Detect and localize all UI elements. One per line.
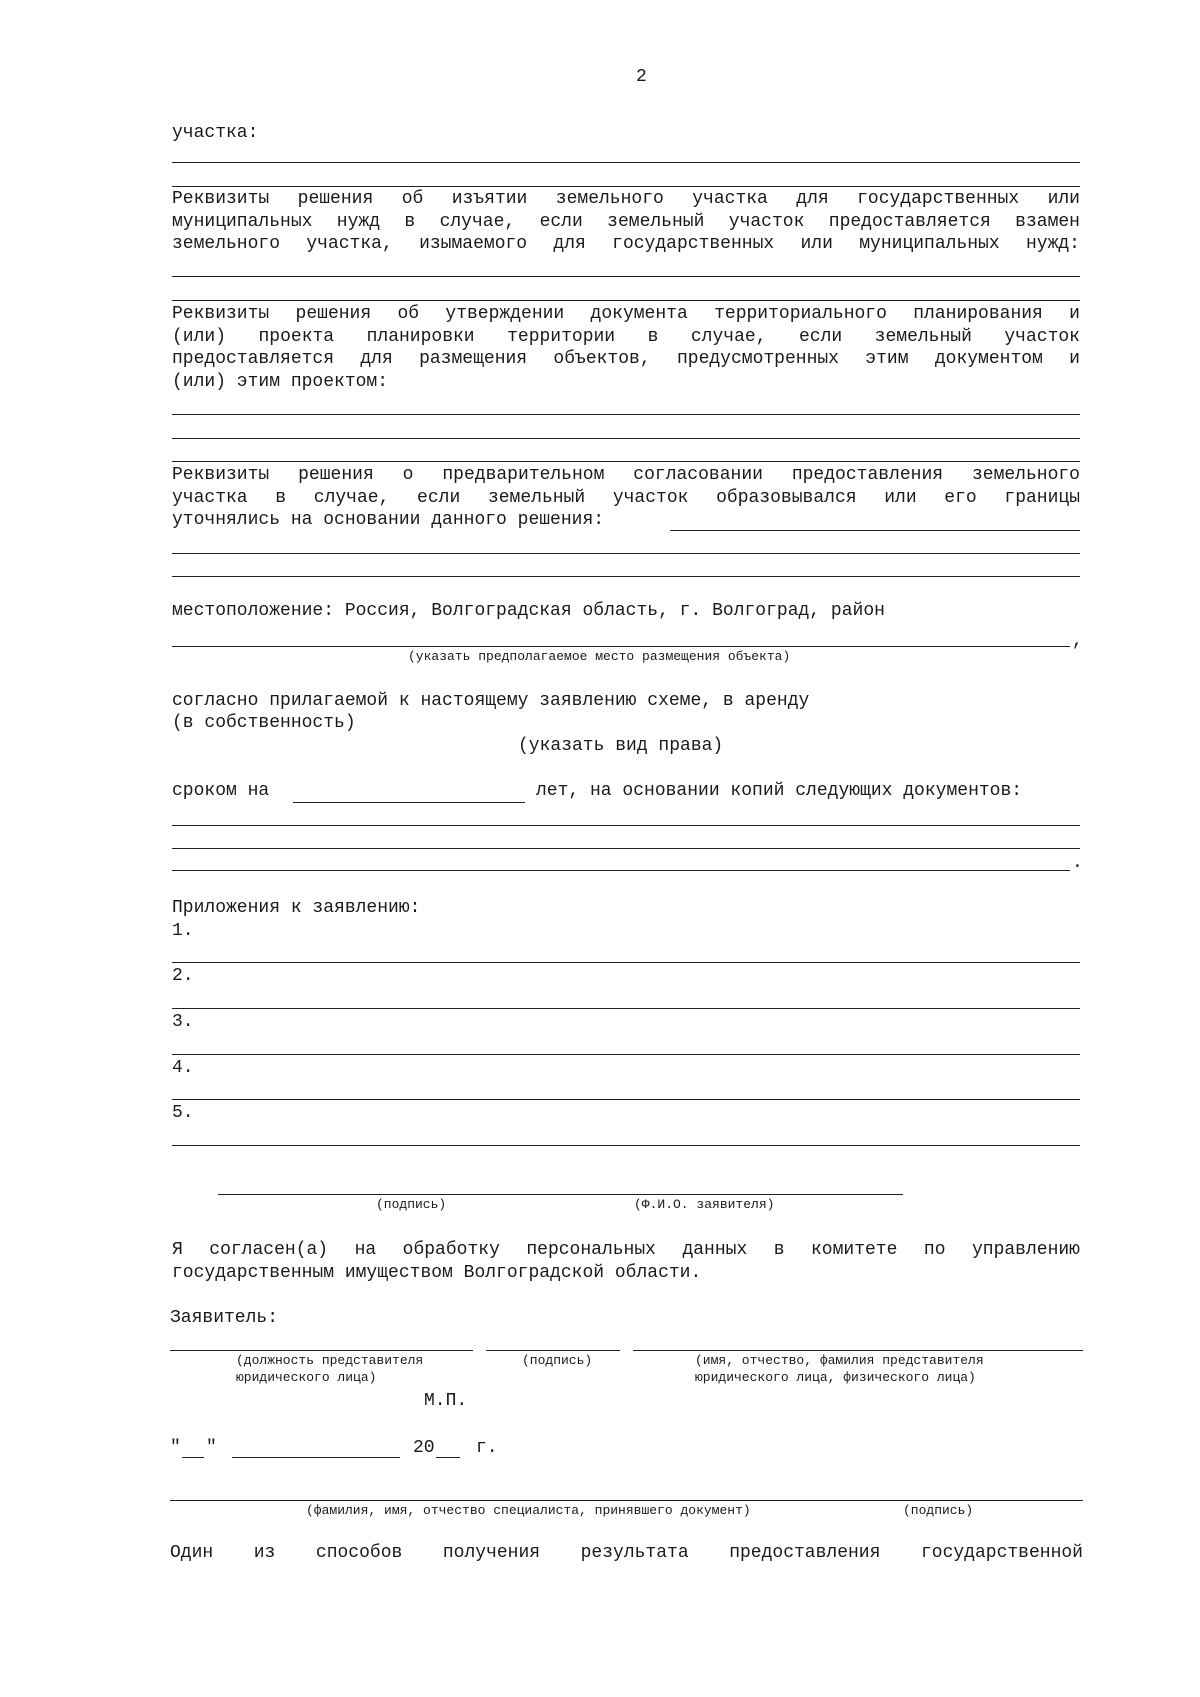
fill-line[interactable] (172, 576, 1080, 577)
documents-fill-line[interactable] (172, 870, 1070, 871)
preliminary-requisites-line: уточнялись на основании данного решения: (172, 510, 605, 530)
specialist-sign-hint: (подпись) (903, 1503, 974, 1518)
signature-hint: (подпись) (376, 1197, 447, 1212)
date-close-quote: " (206, 1438, 217, 1458)
consent-line: Я согласен(а) на обработку персональных данных в комитете по управлению (172, 1240, 1080, 1260)
location-fill-line[interactable] (172, 646, 1070, 647)
representative-name-field[interactable] (633, 1350, 1083, 1351)
fill-line[interactable] (172, 414, 1080, 415)
specialist-fill-line[interactable] (170, 1500, 1083, 1501)
location-text: местоположение: Россия, Волгоградская область, г. Волгоград, район (172, 601, 885, 621)
attachment-number: 5. (172, 1103, 194, 1123)
fill-line[interactable] (172, 162, 1080, 163)
fill-line[interactable] (172, 461, 1080, 462)
specialist-hint: (фамилия, имя, отчество специалиста, принявшего документ) (306, 1503, 751, 1518)
intro-word: участка: (172, 123, 259, 143)
term-suffix: лет, на основании копий следующих документов: (536, 781, 1023, 801)
planning-requisites-line: Реквизиты решения об утверждении документа территориального планирования и (172, 304, 1080, 324)
scheme-line: согласно прилагаемой к настоящему заявлению схеме, в аренду (172, 691, 810, 711)
preliminary-requisites-line: участка в случае, если земельный участок образовывался или его границы (172, 487, 1080, 508)
withdrawal-requisites-line: муниципальных нужд в случае, если земельный участок предоставляется взамен (172, 211, 1080, 232)
documents-fill-line[interactable] (172, 825, 1080, 826)
position-hint: юридического лица) (236, 1370, 377, 1385)
documents-end-period: . (1072, 853, 1083, 873)
right-type-hint: (указать вид права) (518, 736, 724, 756)
attachment-fill-line[interactable] (172, 1008, 1080, 1009)
attachment-number: 4. (172, 1058, 194, 1078)
fill-line[interactable] (172, 438, 1080, 439)
consent-line: государственным имуществом Волгоградской области. (172, 1263, 702, 1283)
withdrawal-requisites-line: земельного участка, изымаемого для государственных или муниципальных нужд: (172, 234, 1080, 254)
planning-requisites-line: (или) проекта планировки территории в случае, если земельный участок (172, 326, 1080, 347)
preliminary-requisites-line: Реквизиты решения о предварительном согласовании предоставления земельного (172, 465, 1080, 485)
location-comma: , (1072, 631, 1083, 651)
representative-name-hint: (имя, отчество, фамилия представителя (695, 1353, 984, 1368)
applicant-label: Заявитель: (170, 1308, 279, 1328)
attachment-number: 2. (172, 966, 194, 986)
term-years-field[interactable] (293, 802, 525, 803)
representative-name-hint: юридического лица, физического лица) (695, 1370, 976, 1385)
attachment-fill-line[interactable] (172, 1099, 1080, 1100)
location-hint: (указать предполагаемое место размещения объекта) (408, 649, 791, 664)
position-hint: (должность представителя (236, 1353, 424, 1368)
date-year-prefix: 20 (413, 1438, 435, 1458)
representative-position-field[interactable] (170, 1350, 473, 1351)
date-year-suffix: г. (476, 1438, 498, 1458)
attachment-number: 1. (172, 921, 194, 941)
date-month-field[interactable] (232, 1457, 400, 1458)
planning-requisites-line: (или) этим проектом: (172, 372, 389, 392)
applicant-name-hint: (Ф.И.О. заявителя) (634, 1197, 775, 1212)
fill-line[interactable] (670, 530, 1080, 531)
attachment-fill-line[interactable] (172, 1145, 1080, 1146)
applicant-signature-line[interactable] (218, 1194, 903, 1195)
attachment-number: 3. (172, 1012, 194, 1032)
fill-line[interactable] (172, 553, 1080, 554)
fill-line[interactable] (172, 276, 1080, 277)
applicant-signature-field[interactable] (486, 1350, 620, 1351)
stamp-place: М.П. (424, 1391, 468, 1411)
final-text: Один из способов получения результата предоставления государственной (170, 1543, 1083, 1563)
fill-line[interactable] (172, 300, 1080, 301)
fill-line[interactable] (172, 186, 1080, 187)
date-day-field[interactable] (182, 1457, 204, 1458)
page-number: 2 (636, 67, 647, 87)
attachment-fill-line[interactable] (172, 962, 1080, 963)
planning-requisites-line: предоставляется для размещения объектов, предусмотренных этим документом и (172, 349, 1080, 369)
attachment-fill-line[interactable] (172, 1054, 1080, 1055)
applicant-sign-hint: (подпись) (522, 1353, 593, 1368)
withdrawal-requisites-line: Реквизиты решения об изъятии земельного участка для государственных или (172, 189, 1080, 209)
term-prefix: сроком на (172, 781, 270, 801)
scheme-line-alt: (в собственность) (172, 713, 356, 733)
date-open-quote: " (170, 1438, 181, 1458)
documents-fill-line[interactable] (172, 848, 1080, 849)
attachments-title: Приложения к заявлению: (172, 898, 421, 918)
date-year-field[interactable] (436, 1457, 460, 1458)
